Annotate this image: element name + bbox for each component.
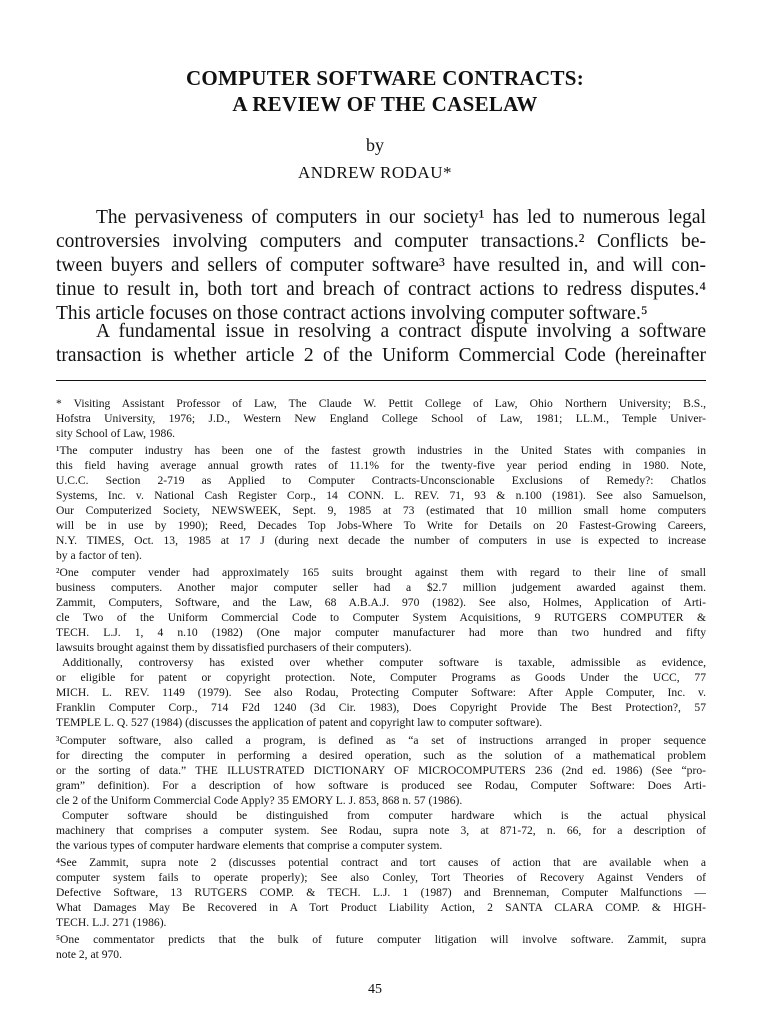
footnote-line: ²One computer vender had approximately 165 suits brought against them with regard to their line of small (56, 566, 706, 579)
title-line-1: COMPUTER SOFTWARE CONTRACTS: (185, 66, 585, 90)
footnote-line: will be in use by 1990); Reed, Decades Top Jobs-Where To Write for Details on 20 Fastest-Growing Careers, (56, 519, 706, 532)
page-number: 45 (368, 982, 382, 997)
body-line: transaction is whether article 2 of the Uniform Commercial Code (hereinafter (56, 345, 706, 366)
footnote-line: ⁴See Zammit, supra note 2 (discusses potential contract and tort causes of action that are available when a (56, 856, 706, 869)
body-line: tween buyers and sellers of computer software³ have resulted in, and will con- (56, 255, 706, 276)
footnote-line: this field having average annual growth rates of 11.1% for the twenty-five year period ending in 1980. Note, (56, 459, 706, 472)
footnote-line: for directing the computer in performing a desired operation, such as the solution of a mathematical problem (56, 749, 706, 762)
footnote-line: Defective Software, 13 RUTGERS COMP. & TECH. L.J. 1 (1987) and Brenneman, Computer Malfunctions — (56, 886, 706, 899)
byline: by (366, 135, 384, 155)
footnote-line: ¹The computer industry has been one of the fastest growth industries in the United States with companies in (56, 444, 706, 457)
footnote-line: computer system fails to operate properly); See also Conley, Tort Theories of Recovery Against Venders of (56, 871, 706, 884)
footnote-line: Computer software should be distinguished from computer hardware which is the actual physical (62, 809, 706, 822)
footnote-line: MICH. L. REV. 1149 (1979). See also Rodau, Protecting Computer Software: After Apple Computer, Inc. v. (56, 686, 706, 699)
body-line: controversies involving computers and computer transactions.² Conflicts be- (56, 231, 706, 252)
footnote-line: machinery that comprises a computer system. See Rodau, supra note 3, at 871-72, n. 66, for a description of (56, 824, 706, 837)
footnote-line: lawsuits brought against them by dissatisfied purchasers of their computers). (56, 641, 412, 654)
footnote-line: N.Y. TIMES, Oct. 13, 1985 at 17 J (during next decade the number of computers in use is expected to increase (56, 534, 706, 547)
footnote-line: or eligible for patent or copyright protection. Note, Computer Programs as Goods Under the UCC, 77 (56, 671, 706, 684)
footnote-line: TEMPLE L. Q. 527 (1984) (discusses the application of patent and copyright law to computer software). (56, 716, 543, 729)
footnote-line: Hofstra University, 1976; J.D., Western New England College School of Law, 1981; LL.M., Temple Univer- (56, 412, 706, 425)
footnote-divider (56, 380, 706, 381)
footnote-line: ³Computer software, also called a program, is defined as “a set of instructions arranged in proper sequence (56, 734, 706, 747)
body-line: tinue to result in, both tort and breach of contract actions to redress disputes.⁴ (56, 279, 706, 300)
footnote-line: TECH. L.J. 271 (1986). (56, 916, 167, 929)
footnote-line: by a factor of ten). (56, 549, 142, 562)
footnote-line: note 2, at 970. (56, 948, 123, 961)
footnote-line: Systems, Inc. v. National Cash Register Corp., 14 CONN. L. REV. 71, 93 & n.100 (1981). See also Samuelson, (56, 489, 706, 502)
author-name: ANDREW RODAU* (298, 163, 452, 182)
footnote-line: or the sorting of data.” THE ILLUSTRATED DICTIONARY OF MICROCOMPUTERS 236 (2nd ed. 1986) (See “pro- (56, 764, 706, 777)
footnote-line: ⁵One commentator predicts that the bulk of future computer litigation will involve software. Zammit, supra (56, 933, 706, 946)
footnote-line: gram” definition). For a description of how software is produced see Rodau, Computer Software: Does Arti- (56, 779, 706, 792)
footnote-line: Zammit, Computers, Software, and the Law, 68 A.B.A.J. 970 (1982). See also, Holmes, Application of Arti- (56, 596, 706, 609)
footnote-line: the various types of computer hardware elements that comprise a computer system. (56, 839, 443, 852)
footnote-line: business computers. Another major computer seller had a $2.7 million judgement awarded against them. (56, 581, 706, 594)
footnote-line: * Visiting Assistant Professor of Law, The Claude W. Pettit College of Law, Ohio Northern University; B.S., (56, 397, 706, 410)
body-line: This article focuses on those contract actions involving computer software.⁵ (56, 303, 648, 324)
body-line: A fundamental issue in resolving a contract dispute involving a software (96, 321, 706, 342)
footnote-line: sity School of Law, 1986. (56, 427, 176, 440)
footnote-line: What Damages May Be Recovered in A Tort Product Liability Action, 2 SANTA CLARA COMP. & HIGH- (56, 901, 706, 914)
footnote-line: cle 2 of the Uniform Commercial Code Apply? 35 EMORY L. J. 853, 868 n. 57 (1986). (56, 794, 463, 807)
body-line: The pervasiveness of computers in our society¹ has led to numerous legal (96, 207, 706, 228)
footnote-line: Additionally, controversy has existed over whether computer software is taxable, admissible as evidence, (62, 656, 706, 669)
footnote-line: U.C.C. Section 2-719 as Applied to Computer Contracts-Unconscionable Exclusions of Remedy?: Chatlos (56, 474, 706, 487)
title-line-2: A REVIEW OF THE CASELAW (232, 92, 538, 116)
footnote-line: TECH. L.J. 1, 4 n.10 (1982) (One major computer manufacturer had more than two hundred and fifty (56, 626, 706, 639)
footnote-line: cle Two of the Uniform Commercial Code to Computer System Acquisitions, 9 RUTGERS COMPUTER & (56, 611, 706, 624)
footnote-line: Franklin Computer Corp., 714 F2d 1240 (3d Cir. 1983), Does Copyright Provide The Best Protection?, 57 (56, 701, 706, 714)
footnote-line: Our Computerized Society, NEWSWEEK, Sept. 9, 1985 at 73 (estimated that 10 million small home computers (56, 504, 706, 517)
